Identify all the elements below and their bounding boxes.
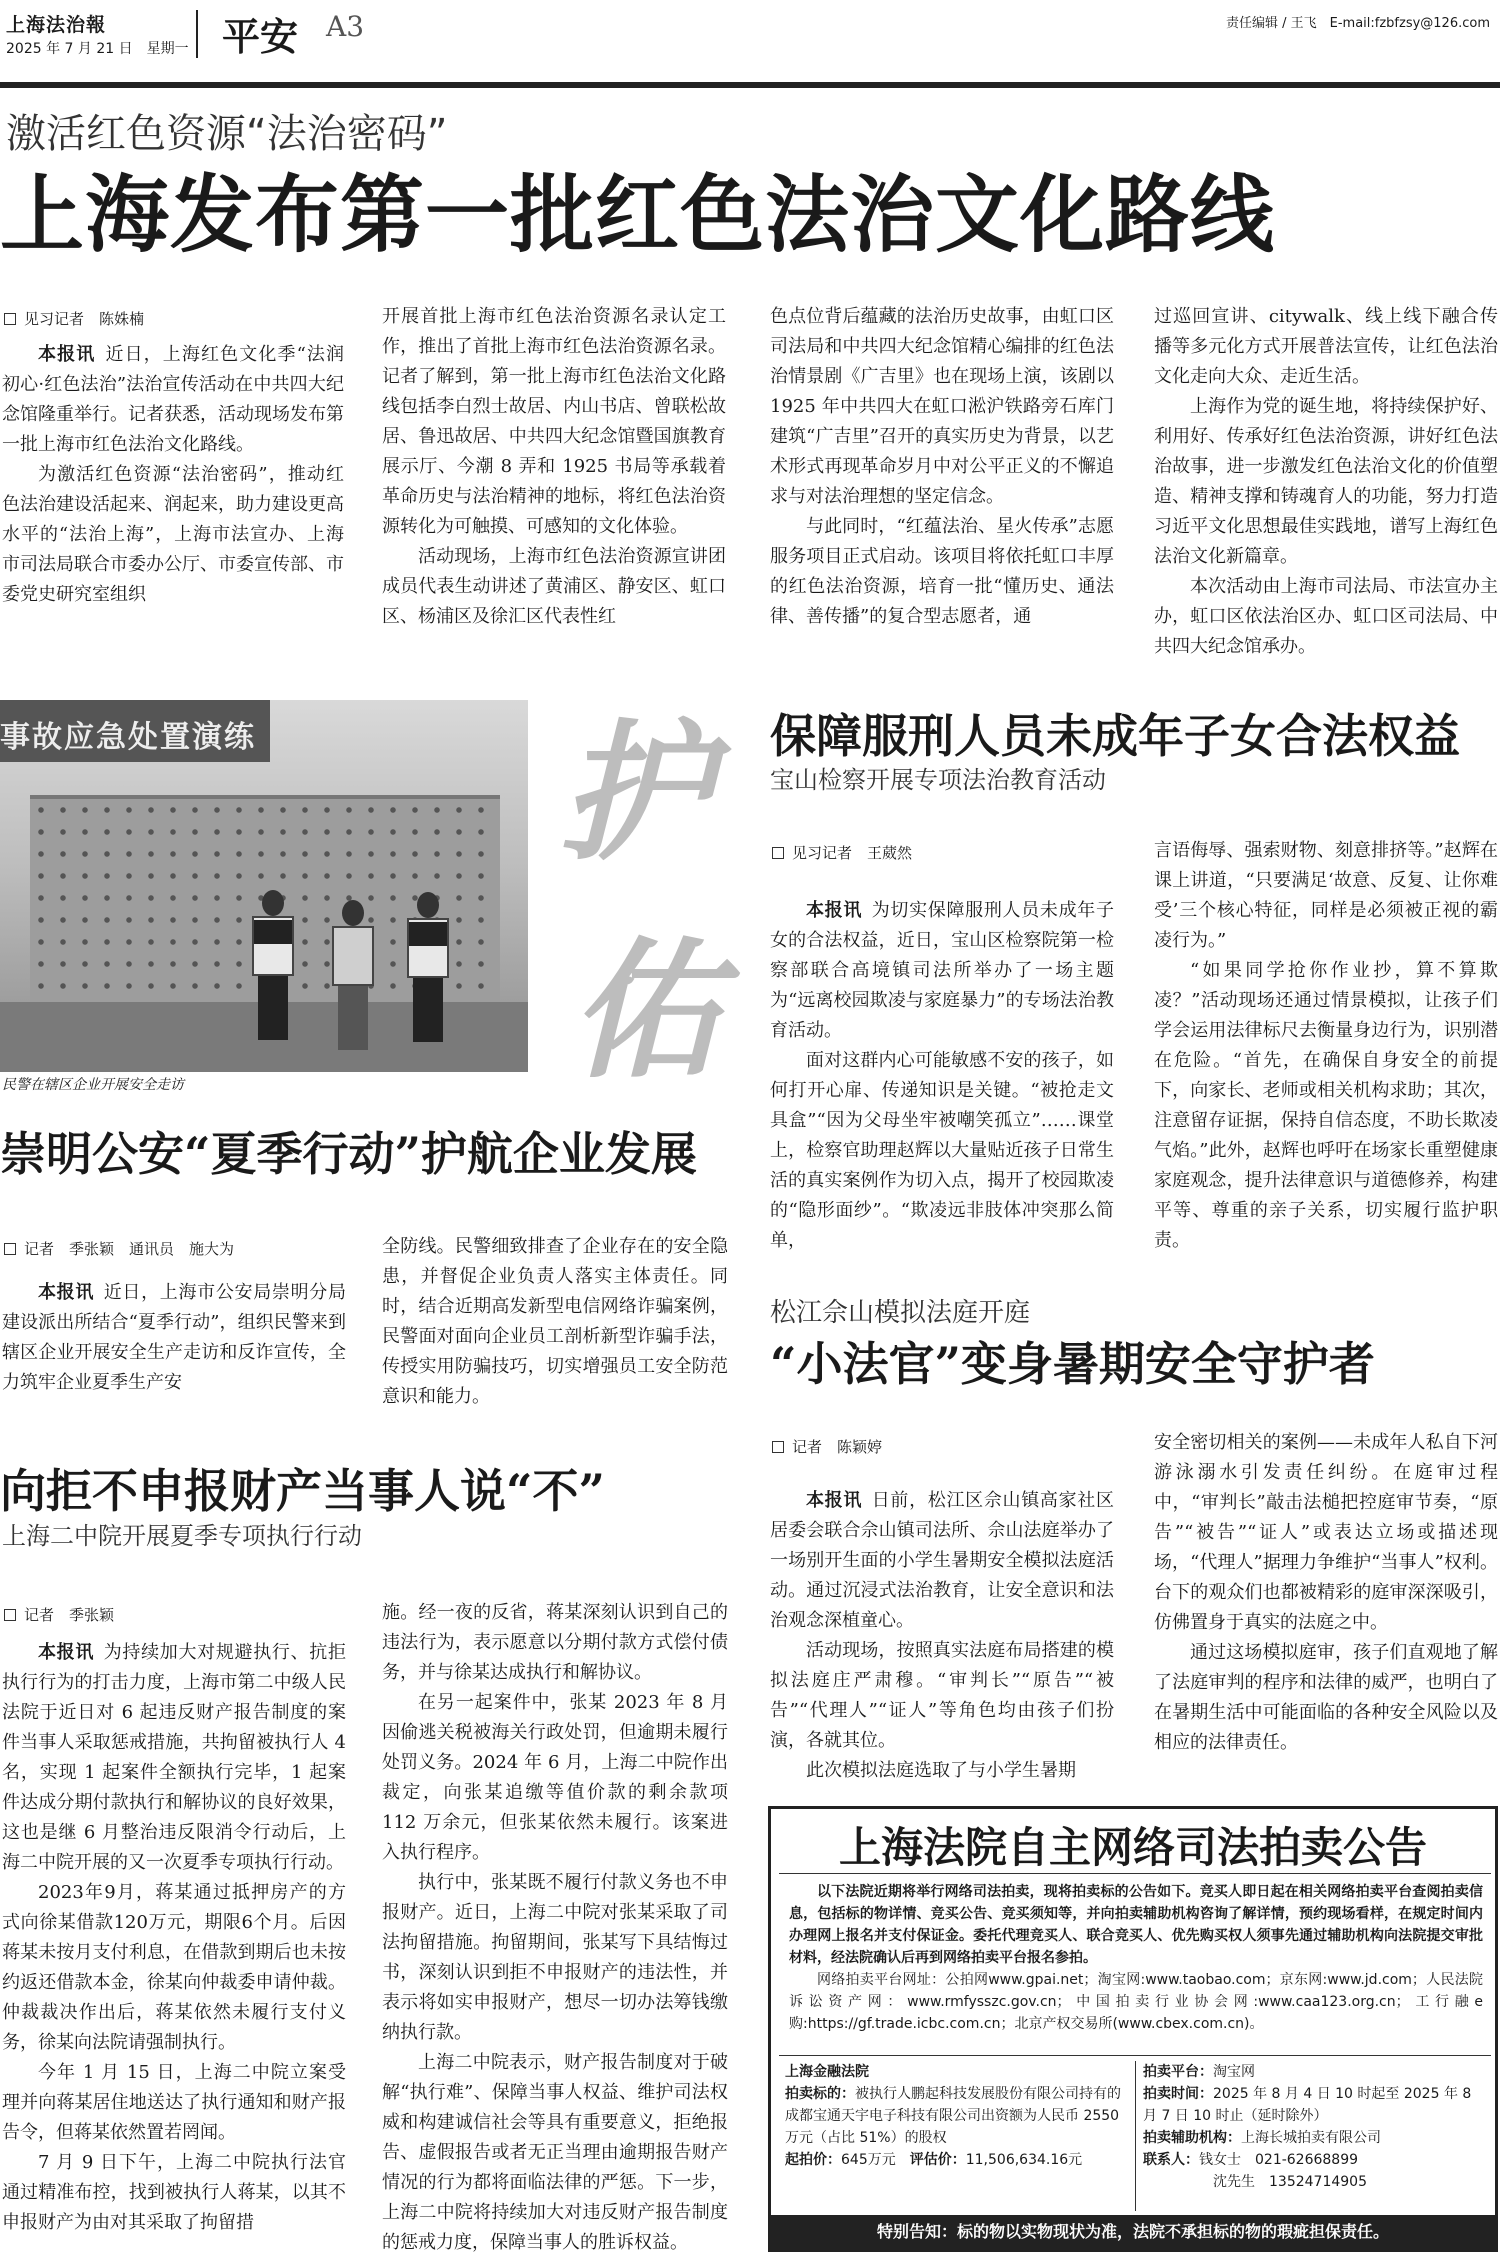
auction-eval-value: 11,506,634.16元: [965, 2152, 1083, 2168]
auction-notice: [768, 1806, 1498, 2252]
page-number: A3: [326, 10, 365, 43]
decorative-character: 佑: [570, 923, 721, 1099]
chongming-column-1: [2, 1278, 346, 1398]
baoshan-column-1: [770, 896, 1114, 1256]
auction-contact-label: 联系人：: [1143, 2152, 1199, 2168]
byline-box-icon: [4, 313, 16, 325]
paragraph-text: 通过这场模拟庭审，孩子们直观地了解了法庭审判的程序和法律的威严，也明白了在暑期生活中可能面临的各种安全风险以及相应的法律责任。: [1154, 1642, 1498, 1753]
article-paragraph: [1154, 392, 1498, 572]
article-paragraph: [2, 2148, 346, 2238]
auction-platform: [1143, 2061, 1489, 2083]
auction-divider: [1135, 2061, 1136, 2211]
photo-person: [405, 892, 451, 1042]
zhixing-column-2: [382, 1598, 728, 2253]
auction-intro: 以下法院近期将举行网络司法拍卖，现将拍卖标的公告如下。竞买人即日起在相关网络拍卖平台查阅拍卖信息，包括标的物详情、竞买公告、竞买须知等，并向拍卖辅助机构咨询了解详情，预约现场看样，在规定时间内办理网上报名并支付保证金。委托代理竞买人、联合竞买人、优先购买权人须事先通过辅助机构向法院提交审批材料，经法院确认后再到网络拍卖平台报名参拍。: [789, 1884, 1483, 1966]
paragraph-text: 为持续加大对规避执行、抗拒执行行为的打击力度，上海市第二中级人民法院于近日对 6 起违反财产报告制度的案件当事人采取惩戒措施，共拘留被执行人 4 名，实现 1 起案件全额执行完毕，1 起案件达成分期付款执行和解协议的良好效果，这也是继 6 月整治违反限消令行动后，上海二中院开展的又一次夏季专项执行行动。: [2, 1642, 346, 1873]
paragraph-text: 日前，松江区佘山镇高家社区居委会联合佘山镇司法所、佘山法庭举办了一场别开生面的小学生暑期安全模拟法庭活动。通过沉浸式法治教育，让安全意识和法治观念深植童心。: [770, 1490, 1114, 1631]
article-paragraph: [770, 1636, 1114, 1756]
dateline: 本报讯: [806, 1490, 863, 1511]
byline-box-icon: [4, 1243, 16, 1255]
paragraph-text: 7 月 9 日下午，上海二中院执行法官通过精准布控，找到被执行人蒋某，以其不申报财产为由对其采取了拘留措: [2, 2152, 346, 2233]
lead-headline: 上海发布第一批红色法治文化路线: [0, 165, 1276, 264]
auction-contact-1: 钱女士 021-62668899: [1199, 2152, 1359, 2168]
article-paragraph: [2, 1278, 346, 1398]
paragraph-text: 安全密切相关的案例——未成年人私自下河游泳溺水引发责任纠纷。在庭审过程中，“审判长”敲击法槌把控庭审节奏，“原告”“被告”“证人”或表达立场或描述现场，“代理人”据理力争维护“当事人”权利。台下的观众们也都被精彩的庭审深深吸引，仿佛置身于真实的法庭之中。: [1154, 1432, 1498, 1633]
auction-agency-label: 拍卖辅助机构：: [1143, 2130, 1241, 2146]
auction-title: 上海法院自主网络司法拍卖公告: [838, 1823, 1427, 1872]
paragraph-text: 执行中，张某既不履行付款义务也不申报财产。近日，上海二中院对张某采取了司法拘留措施。拘留期间，张某写下具结悔过书，深刻认识到拒不申报财产的违法性，并表示将如实申报财产，想尽一切办法筹钱缴纳执行款。: [382, 1872, 728, 2043]
lead-byline: [4, 308, 144, 329]
zhixing-byline: [4, 1604, 114, 1625]
auction-body: [789, 1881, 1483, 2035]
auction-court: 上海金融法院: [785, 2064, 869, 2080]
auction-platform-label: 拍卖平台：: [1143, 2064, 1213, 2080]
article-paragraph: [2, 340, 344, 460]
paragraph-text: 为切实保障服刑人员未成年子女的合法权益，近日，宝山区检察院第一检察部联合高境镇司法所举办了一场主题为“远离校园欺凌与家庭暴力”的专场法治教育活动。: [770, 900, 1114, 1041]
article-paragraph: [2, 2058, 346, 2148]
chongming-column-2: [382, 1232, 728, 1412]
photo-banner: 事故应急处置演练: [0, 700, 270, 762]
paragraph-text: 全防线。民警细致排查了企业存在的安全隐患，并督促企业负责人落实主体责任。同时，结合近期高发新型电信网络诈骗案例，民警面对面向企业员工剖析新型诈骗手法，传授实用防骗技巧，切实增强员工安全防范意识和能力。: [382, 1236, 728, 1407]
paragraph-text: 为激活红色资源“法治密码”，推动红色法治建设活起来、润起来，助力建设更高水平的“法治上海”，上海市法宣办、上海市司法局联合市委办公厅、市委宣传部、市委党史研究室组织: [2, 464, 344, 605]
paragraph-text: 近日，上海红色文化季“法润初心·红色法治”法治宣传活动在中共四大纪念馆隆重举行。记者获悉，活动现场发布第一批上海市红色法治文化路线。: [2, 344, 345, 455]
article-paragraph: [382, 1232, 728, 1412]
section-name: 平安: [222, 14, 299, 59]
byline-text: 见习记者 王葳然: [792, 844, 913, 862]
byline-box-icon: [772, 847, 784, 859]
article-paragraph: [1154, 572, 1498, 662]
article-paragraph: [770, 512, 1114, 632]
paragraph-text: 言语侮辱、强索财物、刻意排挤等。”赵辉在课上讲道，“只要满足‘故意、反复、让你难受’三个核心特征，同样是必须被正视的霸凌行为。”: [1154, 840, 1498, 951]
zhixing-headline: 向拒不申报财产当事人说“不”: [0, 1464, 605, 1518]
auction-price: [785, 2149, 1131, 2171]
auction-footer: 特别告知：标的物以实物现状为准，法院不承担标的物的瑕疵担保责任。: [771, 2215, 1495, 2249]
masthead-divider: [196, 10, 198, 58]
auction-time: [1143, 2083, 1489, 2127]
paragraph-text: 与此同时，“红蕴法治、星火传承”志愿服务项目正式启动。该项目将依托虹口丰厚的红色法治资源，培育一批“懂历史、通法律、善传播”的复合型志愿者，通: [770, 516, 1114, 627]
songjiang-kicker: 松江佘山模拟法庭开庭: [770, 1298, 1031, 1328]
article-paragraph: [382, 1688, 728, 1868]
paragraph-text: 活动现场，按照真实法庭布局搭建的模拟法庭庄严肃穆。“审判长”“原告”“被告”“代理人”“证人”等角色均由孩子们扮演，各就其位。: [770, 1640, 1114, 1751]
auction-rule: [779, 1873, 1491, 1874]
masthead-rule: [0, 82, 1500, 88]
lead-column-2: [382, 302, 726, 632]
dateline: 本报讯: [38, 1642, 95, 1663]
article-paragraph: [770, 1046, 1114, 1256]
issue-date: 2025 年 7 月 21 日 星期一: [6, 41, 189, 57]
article-paragraph: [382, 1598, 728, 1688]
auction-time-value: 2025 年 8 月 4 日 10 时起至 2025 年 8 月 7 日 10 时止（延时除外）: [1143, 2086, 1472, 2124]
article-paragraph: [770, 896, 1114, 1046]
decorative-character: 护: [560, 705, 711, 881]
auction-contact-2: 沈先生 13524714905: [1213, 2174, 1367, 2190]
auction-contact: [1143, 2149, 1489, 2171]
baoshan-byline: [772, 842, 912, 863]
byline-box-icon: [772, 1441, 784, 1453]
lead-kicker: 激活红色资源“法治密码”: [6, 111, 448, 157]
auction-platforms: 网络拍卖平台网址：公拍网www.gpai.net；淘宝网:www.taobao.com；京东网:www.jd.com；人民法院诉讼资产网：www.rmfysszc.gov.cn；中国拍卖行业协会网:www.caa123.org.cn；工行融e购:https://gf.trade.icbc.com.cn；北京产权交易所(www.cbex.com.cn)。: [789, 1972, 1483, 2032]
paragraph-text: 面对这群内心可能敏感不安的孩子，如何打开心扉、传递知识是关键。“被抢走文具盒”“因为父母坐牢被嘲笑孤立”……课堂上，检察官助理赵辉以大量贴近孩子日常生活的真实案例作为切入点，揭开了校园欺凌的“隐形面纱”。“欺凌远非肢体冲突那么简单，: [770, 1050, 1114, 1251]
auction-item: [785, 2083, 1131, 2149]
byline-text: 记者 季张颖 通讯员 施大为: [24, 1240, 235, 1258]
article-paragraph: [382, 302, 726, 542]
auction-rule: [779, 2055, 1491, 2056]
article-paragraph: [770, 302, 1114, 512]
auction-time-label: 拍卖时间：: [1143, 2086, 1213, 2102]
lead-column-1: [2, 340, 344, 610]
paragraph-text: 今年 1 月 15 日，上海二中院立案受理并向蒋某居住地送达了执行通知和财产报告令，但蒋某依然置若罔闻。: [2, 2062, 346, 2143]
article-paragraph: [1154, 836, 1498, 956]
article-paragraph: [2, 1878, 346, 2058]
byline-text: 记者 陈颖婷: [792, 1438, 883, 1456]
article-paragraph: [1154, 302, 1498, 392]
article-paragraph: [770, 1756, 1114, 1786]
paragraph-text: 上海作为党的诞生地，将持续保护好、利用好、传承好红色法治资源，讲好红色法治故事，进一步激发红色法治文化的价值塑造、精神支撑和铸魂育人的功能，努力打造习近平文化思想最佳实践地，谱写上海红色法治文化新篇章。: [1154, 396, 1498, 567]
dateline: 本报讯: [38, 1282, 95, 1303]
paragraph-text: 色点位背后蕴藏的法治历史故事，由虹口区司法局和中共四大纪念馆精心编排的红色法治情景剧《广吉里》也在现场上演，该剧以 1925 年中共四大在虹口淞沪铁路旁石库门建筑“广吉里”召开的真实历史为背景，以艺术形式再现革命岁月中对公平正义的不懈追求与对法治理想的坚定信念。: [770, 306, 1114, 507]
paragraph-text: 开展首批上海市红色法治资源名录认定工作，推出了首批上海市红色法治资源名录。记者了解到，第一批上海市红色法治文化路线包括李白烈士故居、内山书店、曾联松故居、鲁迅故居、中共四大纪念馆暨国旗教育展示厅、今潮 8 弄和 1925 书局等承载着革命历史与法治精神的地标，将红色法治资源转化为可触摸、可感知的文化体验。: [382, 306, 726, 537]
auction-eval-label: 评估价：: [909, 2152, 966, 2168]
article-paragraph: [1154, 1638, 1498, 1758]
article-paragraph: [770, 1486, 1114, 1636]
paragraph-text: 本次活动由上海市司法局、市法宣办主办，虹口区依法治区办、虹口区司法局、中共四大纪念馆承办。: [1154, 576, 1498, 657]
lead-column-4: [1154, 302, 1498, 662]
byline-text: 见习记者 陈姝楠: [24, 310, 145, 328]
baoshan-headline: 保障服刑人员未成年子女合法权益: [770, 709, 1460, 763]
auction-agency-value: 上海长城拍卖有限公司: [1241, 2130, 1381, 2146]
auction-price-label: 起拍价：: [785, 2152, 841, 2168]
paragraph-text: 在另一起案件中，张某 2023 年 8 月因偷逃关税被海关行政处罚，但逾期未履行处罚义务。2024 年 6 月，上海二中院作出裁定，向张某追缴等值价款的剩余款项 112 万余元，但张某依然未履行。该案进入执行程序。: [382, 1692, 728, 1863]
auction-item-text: 被执行人鹏起科技发展股份有限公司持有的成都宝通天宇电子科技有限公司出资额为人民币 2550 万元（占比 51%）的股权: [785, 2086, 1121, 2146]
auction-court-block: [785, 2061, 1131, 2171]
article-paragraph: [1154, 956, 1498, 1256]
zhixing-column-1: [2, 1638, 346, 2238]
editor-info: 责任编辑 / 王飞 E-mail:fzbfzsy@126.com: [1225, 16, 1490, 31]
paragraph-text: 近日，上海市公安局崇明分局建设派出所结合“夏季行动”，组织民警来到辖区企业开展安全生产走访和反诈宣传，全力筑牢企业夏季生产安: [2, 1282, 346, 1393]
dateline: 本报讯: [38, 344, 96, 365]
auction-price-value: 645万元: [841, 2152, 896, 2168]
dateline: 本报讯: [806, 900, 863, 921]
paragraph-text: “如果同学抢你作业抄，算不算欺凌？”活动现场还通过情景模拟，让孩子们学会运用法律标尺去衡量身边行为，识别潜在危险。“首先，在确保自身安全的前提下，向家长、老师或相关机构求助；其次，注意留存证据，保持自信态度，不助长欺凌气焰。”此外，赵辉也呼吁在场家长重塑健康家庭观念，提升法律意识与道德修养，构建平等、尊重的亲子关系，切实履行监护职责。: [1154, 960, 1498, 1251]
auction-agency: [1143, 2127, 1489, 2149]
article-paragraph: [2, 460, 344, 610]
auction-item-label: 拍卖标的：: [785, 2086, 855, 2102]
newspaper-logo: 上海法治報: [6, 14, 107, 36]
byline-text: 记者 季张颖: [24, 1606, 115, 1624]
songjiang-column-1: [770, 1486, 1114, 1786]
paragraph-text: 活动现场，上海市红色法治资源宣讲团成员代表生动讲述了黄浦区、静安区、虹口区、杨浦区及徐汇区代表性红: [382, 546, 726, 627]
byline-box-icon: [4, 1609, 16, 1621]
songjiang-headline: “小法官”变身暑期安全守护者: [770, 1337, 1375, 1391]
news-photo: [0, 700, 528, 1072]
lead-column-3: [770, 302, 1114, 632]
chongming-byline: [4, 1238, 234, 1259]
baoshan-subtitle: 宝山检察开展专项法治教育活动: [770, 766, 1106, 794]
photo-caption: 民警在辖区企业开展安全走访: [2, 1077, 184, 1093]
baoshan-column-2: [1154, 836, 1498, 1256]
paragraph-text: 上海二中院表示，财产报告制度对于破解“执行难”、保障当事人权益、维护司法权威和构建诚信社会等具有重要意义，拒绝报告、虚假报告或者无正当理由逾期报告财产情况的行为都将面临法律的严惩。下一步，上海二中院将持续加大对违反财产报告制度的惩戒力度，保障当事人的胜诉权益。: [382, 2052, 728, 2253]
auction-details-block: [1143, 2061, 1489, 2193]
chongming-headline: 崇明公安“夏季行动”护航企业发展: [0, 1127, 697, 1181]
article-paragraph: [382, 2048, 728, 2253]
photo-person: [250, 890, 296, 1040]
photo-person: [330, 900, 376, 1050]
article-paragraph: [382, 1868, 728, 2048]
article-paragraph: [1154, 1428, 1498, 1638]
paragraph-text: 施。经一夜的反省，蒋某深刻认识到自己的违法行为，表示愿意以分期付款方式偿付债务，并与徐某达成执行和解协议。: [382, 1602, 728, 1683]
paragraph-text: 过巡回宣讲、citywalk、线上线下融合传播等多元化方式开展普法宣传，让红色法治文化走向大众、走近生活。: [1154, 306, 1498, 387]
paragraph-text: 2023年9月，蒋某通过抵押房产的方式向徐某借款120万元，期限6个月。后因蒋某未按月支付利息，在借款到期后也未按约返还借款本金，徐某向仲裁委申请仲裁。仲裁裁决作出后，蒋某依然未履行支付义务，徐某向法院请强制执行。: [2, 1882, 346, 2053]
auction-platform-value: 淘宝网: [1213, 2064, 1255, 2080]
article-paragraph: [382, 542, 726, 632]
article-paragraph: [2, 1638, 346, 1878]
paragraph-text: 此次模拟法庭选取了与小学生暑期: [806, 1760, 1076, 1781]
zhixing-subtitle: 上海二中院开展夏季专项执行行动: [2, 1522, 362, 1550]
songjiang-column-2: [1154, 1428, 1498, 1758]
songjiang-byline: [772, 1436, 882, 1457]
